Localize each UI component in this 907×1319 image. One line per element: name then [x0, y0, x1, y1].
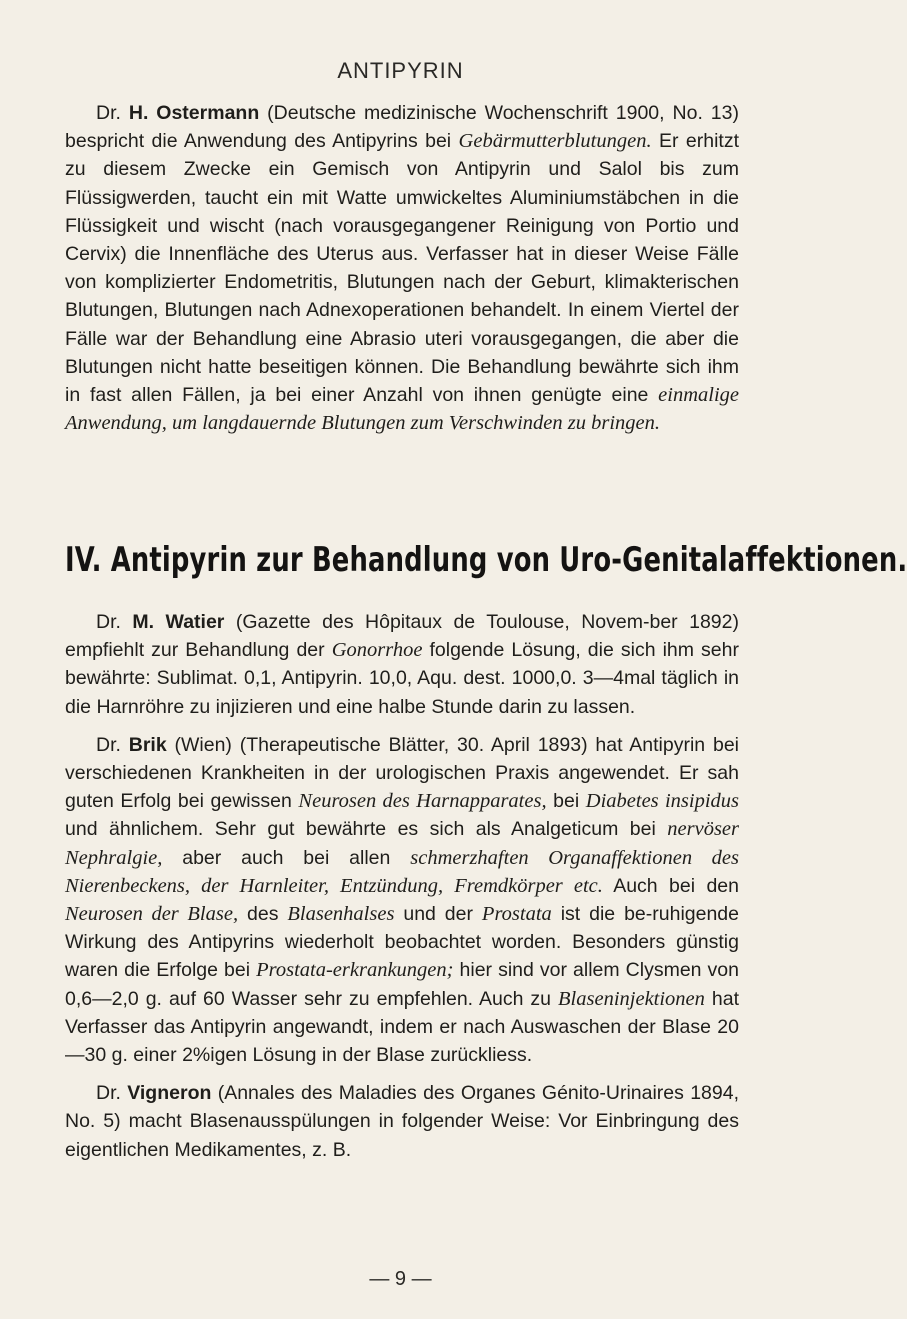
paragraph-vigneron [65, 1079, 739, 1164]
emphasis-text: Blasenhalses [287, 903, 395, 926]
emphasis-text: schmerzhaften Organaffektionen des Nierenbeckens, der Harnleiter, Entzündung, Fremdkörper etc. [65, 846, 739, 897]
text-run: Auch bei den [602, 874, 739, 897]
text-run: hat Verfasser das Antipyrin angewandt, indem er nach Auswaschen der Blase 20—30 g. einer 2%igen Lösung in der Blase zurückliess. [65, 987, 740, 1067]
emphasis-text: einmalige Anwendung, um langdauernde Blutungen zum Verschwinden zu bringen. [65, 384, 739, 435]
text-run: Dr. [96, 611, 133, 633]
author-name: Vigneron [127, 1082, 212, 1105]
paragraph-gap [65, 721, 739, 731]
emphasis-text: Gebärmutterblutungen. [458, 130, 652, 153]
emphasis-text: Neurosen der Blase, [65, 903, 239, 926]
text-run: und der [394, 903, 482, 926]
text-run: aber auch bei allen [162, 846, 411, 869]
text-run: Dr. [96, 1082, 128, 1105]
paragraph-gap [65, 1069, 739, 1079]
text-run: (Annales des Maladies des Organes Génito-Urinaires 1894, No. 5) macht Blasenausspülungen in folgender Weise: Vor Einbringung des eigentlichen Medikamentes, z. B. [65, 1082, 739, 1161]
text-run: folgende Lösung, die sich ihm sehr bewährte: Sublimat. 0,1, Antipyrin. 10,0, Aqu. dest. 1000,0. 3—4mal täglich in die Harnröhre zu injizieren und eine halbe Stunde darin zu lassen. [65, 639, 739, 718]
emphasis-text: Neurosen des Harnapparates, [298, 790, 547, 813]
text-run: Er erhitzt zu diesem Zwecke ein Gemisch von Antipyrin und Salol bis zum Flüssigwerden, taucht ein mit Watte umwickeltes Aluminiumstäbchen in die Flüssigkeit und wischt (nach vorausgegangener Reinigung von Portio und Cervix) die Innenfläche des Uterus aus. Verfasser hat in dieser Weise Fälle von komplizierter Endometritis, Blutungen nach der Geburt, klimakterischen Blutungen, Blutungen nach Adnexoperationen behandelt. In einem Viertel der Fälle war der Behandlung eine Abrasio uteri vorausgegangen, die aber die Blutungen nicht hatte beseitigen können. Die Behandlung bewährte sich ihm in fast allen Fällen, ja bei einer Anzahl von ihnen genügte eine [65, 130, 739, 407]
emphasis-text: nervöser Nephralgie, [65, 818, 739, 869]
emphasis-text: Prostata-erkrankungen; [256, 959, 454, 982]
text-run: Dr. [96, 733, 129, 756]
emphasis-text: Gonorrhoe [331, 639, 423, 662]
paragraph-brik [65, 731, 739, 1069]
running-header: ANTIPYRIN [337, 58, 464, 83]
author-name: M. Watier [132, 611, 225, 633]
text-run: hier sind vor allem Clysmen von 0,6—2,0 g. auf 60 Wasser sehr zu empfehlen. Auch zu [65, 959, 739, 1010]
author-name: Brik [128, 733, 167, 756]
author-name: H. Ostermann [128, 102, 260, 124]
text-run: und ähnlichem. Sehr gut bewährte es sich als Analgeticum bei [65, 818, 668, 841]
emphasis-text: Prostata [481, 903, 552, 926]
text-run: bei [546, 790, 586, 813]
text-run: des [238, 903, 288, 926]
text-block-top [65, 99, 739, 437]
paragraph-watier [65, 608, 739, 721]
emphasis-text: Diabetes insipidus [585, 790, 739, 813]
text-run: (Gazette des Hôpitaux de Toulouse, Novem-ber 1892) empfiehlt zur Behandlung der [65, 611, 739, 662]
text-run: (Deutsche medizinische Wochenschrift 1900, No. 13) bespricht die Anwendung des Antipyrins bei [65, 102, 739, 153]
text-block-section [65, 608, 739, 1164]
text-run: (Wien) (Therapeutische Blätter, 30. April 1893) hat Antipyrin bei verschiedenen Krankheiten in der urologischen Praxis angewendet. Er sah guten Erfolg bei gewissen [65, 733, 739, 813]
text-run: Dr. [96, 102, 129, 124]
text-run: ist die be-ruhigende Wirkung des Antipyrins wiederholt beobachtet worden. Besonders günstig waren die Erfolge bei [65, 903, 739, 982]
section-heading: IV. Antipyrin zur Behandlung von Uro-Genitalaffektionen. [65, 540, 907, 580]
emphasis-text: Blaseninjektionen [558, 987, 705, 1010]
paragraph-ostermann [65, 99, 739, 437]
page-number: — 9 — [369, 1268, 432, 1290]
